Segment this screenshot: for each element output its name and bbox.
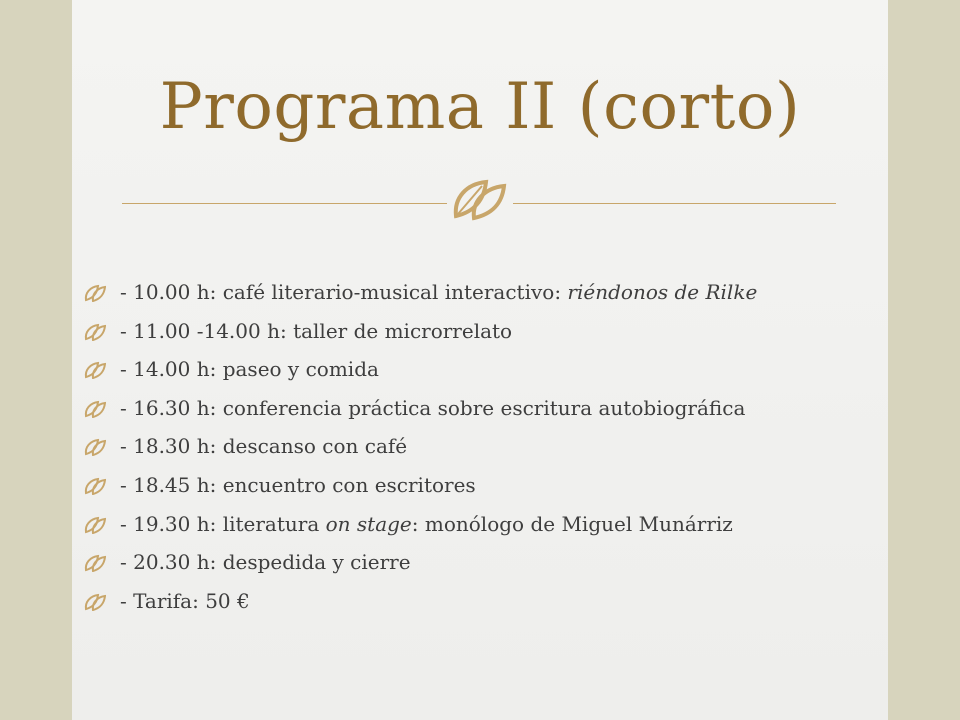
agenda-item-prefix: - 11.00 -14.00 h: taller de microrrelato (120, 318, 513, 343)
agenda-item (84, 473, 864, 512)
leaf-bullet-icon (84, 361, 106, 379)
agenda-item-text (120, 434, 407, 458)
agenda-list (84, 280, 864, 627)
agenda-item (84, 396, 864, 435)
agenda-item-text (120, 280, 757, 304)
agenda-item (84, 434, 864, 473)
agenda-item-prefix: - 10.00 h: café literario-musical interactivo: (120, 280, 568, 304)
agenda-item (84, 512, 864, 551)
agenda-item-text (120, 396, 745, 420)
agenda-item-text (120, 512, 733, 536)
agenda-item-prefix: - Tarifa: 50 € (120, 588, 250, 613)
agenda-item-text (120, 319, 512, 343)
leaf-bullet-icon (84, 593, 106, 611)
leaf-bullet-icon (84, 438, 106, 456)
title-divider-right (513, 203, 836, 204)
agenda-item (84, 550, 864, 589)
leaf-bullet-icon (84, 400, 106, 418)
agenda-item (84, 589, 864, 628)
title-divider-left (122, 203, 447, 204)
slide-title: Programa II (corto) (159, 70, 801, 144)
agenda-item-text (120, 357, 379, 381)
agenda-item-text (120, 550, 411, 574)
agenda-item (84, 280, 864, 319)
agenda-item-suffix: : monólogo de Miguel Munárriz (411, 511, 733, 536)
agenda-item-prefix: - 20.30 h: despedida y cierre (120, 550, 411, 575)
agenda-item-prefix: - 16.30 h: conferencia práctica sobre escritura autobiográfica (120, 395, 746, 420)
agenda-item-prefix: - 18.30 h: descanso con café (120, 434, 408, 459)
leaf-bullet-icon (84, 323, 106, 341)
agenda-item-text (120, 589, 250, 613)
agenda-item-prefix: - 18.45 h: encuentro con escritores (120, 472, 476, 497)
agenda-item-text (120, 473, 476, 497)
agenda-item-emphasis: riéndonos de Rilke (567, 280, 758, 304)
agenda-item-emphasis: on stage (325, 511, 412, 536)
agenda-item (84, 357, 864, 396)
agenda-item-prefix: - 14.00 h: paseo y comida (120, 357, 379, 382)
agenda-item-prefix: - 19.30 h: literatura (120, 511, 326, 536)
leaf-bullet-icon (84, 516, 106, 534)
leaf-bullet-icon (84, 554, 106, 572)
leaf-bullet-icon (84, 284, 106, 302)
leaf-bullet-icon (84, 477, 106, 495)
agenda-item (84, 319, 864, 358)
leaf-ornament-icon (450, 176, 510, 224)
